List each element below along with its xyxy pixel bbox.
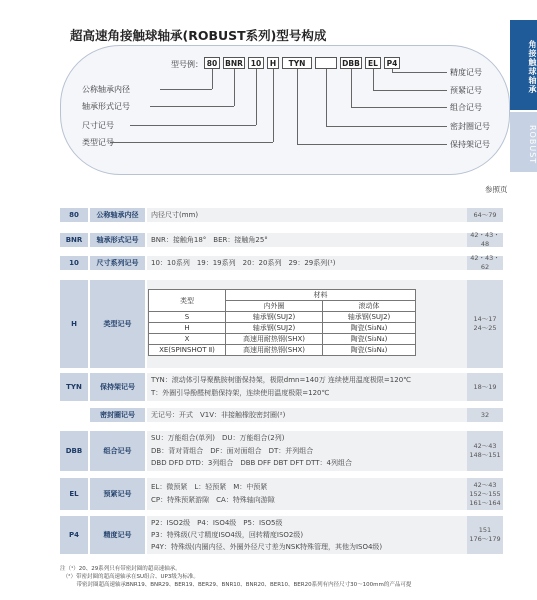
table-row (60, 516, 503, 554)
row-desc (147, 478, 467, 510)
row-code: EL (60, 478, 88, 510)
leader-line (326, 69, 327, 126)
ref-line: 64～79 (473, 210, 497, 219)
row-name: 预紧记号 (90, 478, 145, 510)
ref-line: 151 (478, 526, 492, 534)
row-name: 轴承形式记号 (90, 233, 145, 247)
reference-page-header: 参照页 (485, 185, 508, 194)
material-cell: H (149, 323, 226, 334)
material-cell: 轴承钢(SUJ2) (226, 323, 323, 334)
leader-line (234, 69, 235, 106)
row-desc (147, 233, 467, 247)
desc-line: 10：10系列 19：19系列 20：20系列 29：29系列(¹) (151, 259, 336, 267)
code-box-el: EL (365, 57, 381, 69)
row-desc (147, 208, 467, 222)
row-name: 精度记号 (90, 516, 145, 554)
code-box-bnr: BNR (223, 57, 245, 69)
material-header-type: 类型 (149, 290, 226, 312)
label-type-code: 类型记号 (82, 138, 114, 147)
row-ref[interactable] (467, 373, 503, 401)
ref-line: 152～155 (469, 489, 501, 498)
row-code: 80 (60, 208, 88, 222)
row-desc (147, 516, 467, 554)
row-code: H (60, 280, 88, 368)
material-cell: 轴承钢(SUJ2) (323, 312, 416, 323)
desc-line: CP：特殊预紧游隙 CA：特殊轴向游隙 (151, 495, 275, 504)
footnote: 注（¹）20、29系列只有带密封圈的超高速轴承。 (60, 566, 181, 572)
table-row (60, 208, 503, 222)
table-row (60, 256, 503, 270)
leader-line (160, 89, 212, 90)
material-subheader-rings: 内外圈 (226, 301, 323, 312)
row-desc (147, 431, 467, 471)
material-header-material: 材料 (226, 290, 416, 301)
desc-line: EL：微预紧 L：轻预紧 M：中预紧 (151, 483, 268, 491)
row-ref[interactable] (467, 256, 503, 270)
ref-line: 32 (480, 410, 490, 419)
code-box-dbb: DBB (340, 57, 362, 69)
desc-line: DBD DFD DTD：3列组合 DBB DFF DBT DFT DTT：4列组合 (151, 459, 352, 467)
leader-line (351, 69, 352, 107)
row-name: 尺寸系列记号 (90, 256, 145, 270)
leader-line (273, 69, 274, 142)
ref-line: 176～179 (469, 535, 501, 543)
row-name: 密封圈记号 (90, 408, 145, 422)
desc-line: P4Y：特殊级(内圈内径、外圈外径尺寸差为NSK特殊管理，其他为ISO4级) (151, 543, 383, 551)
leader-line (373, 69, 374, 90)
leader-line (150, 106, 234, 107)
desc-line: P2：ISO2级 P4：ISO4级 P5：ISO5级 (151, 519, 283, 527)
ref-line: 42・43・48 (470, 231, 500, 248)
table-row (60, 408, 503, 422)
ref-line: 161～164 (469, 498, 501, 507)
leader-line (297, 144, 447, 145)
material-cell: X (149, 334, 226, 345)
ref-line: 14～17 (473, 315, 497, 323)
leader-line (373, 90, 447, 91)
row-name: 组合记号 (90, 431, 145, 471)
code-box-p4: P4 (384, 57, 400, 69)
desc-line: T：外圈引导酚醛树脂保持架，连续使用温度极限=120℃ (151, 389, 330, 397)
table-row (60, 233, 503, 247)
row-ref[interactable] (467, 431, 503, 471)
row-ref[interactable] (467, 516, 503, 554)
desc-line: P3：特殊级(尺寸精度ISO4级，回转精度ISO2级) (151, 531, 304, 539)
label-preload: 预紧记号 (450, 86, 482, 95)
row-name: 公称轴承内径 (90, 208, 145, 222)
ref-line: 42～43 (473, 442, 497, 450)
material-cell: S (149, 312, 226, 323)
row-code: TYN (60, 373, 88, 401)
ref-line: 42～43 (473, 480, 497, 489)
footnotes (60, 565, 411, 589)
leader-line (351, 107, 447, 108)
desc-line: 无记号：开式 V1V：非接触橡胶密封圈(²) (151, 411, 286, 419)
row-code: BNR (60, 233, 88, 247)
model-example-label: 型号例： (171, 60, 203, 69)
label-bearing-type: 轴承形式记号 (82, 102, 130, 111)
row-ref[interactable] (467, 478, 503, 510)
section-tab-angular-contact[interactable]: 角接触球轴承 (510, 20, 537, 110)
leader-line (110, 142, 273, 143)
leader-line (130, 125, 256, 126)
material-table (148, 289, 416, 356)
leader-line (212, 69, 213, 89)
ref-line: 18～19 (473, 382, 497, 391)
material-cell: 高速用耐热钢(SHX) (226, 345, 323, 356)
label-cage: 保持架记号 (450, 140, 490, 149)
page-title: 超高速角接触球轴承(ROBUST系列)型号构成 (70, 28, 327, 43)
label-precision: 精度记号 (450, 68, 482, 77)
material-cell: 陶瓷(Si₃N₄) (323, 345, 416, 356)
row-code: DBB (60, 431, 88, 471)
footnote: 带密封圈超高速轴承BNR19、BNR29、BER19、BER29、BNR10、BNR20、BER10、BER20系列有内径尺寸30～100mm的产品可提 (60, 582, 412, 588)
row-ref[interactable] (467, 208, 503, 222)
material-subheader-rolling: 滚动体 (323, 301, 416, 312)
row-code: 10 (60, 256, 88, 270)
row-name: 类型记号 (90, 280, 145, 368)
material-cell: 高速用耐热钢(SHX) (226, 334, 323, 345)
leader-line (297, 69, 298, 144)
row-desc (147, 256, 467, 270)
row-ref[interactable] (467, 408, 503, 422)
desc-line: TYN：滚动体引导聚酰胺树脂保持架，极限dmn=140万 连续使用温度极限=120℃ (151, 376, 412, 384)
desc-line: DB：背对背组合 DF：面对面组合 DT：并列组合 (151, 446, 314, 455)
label-seal: 密封圈记号 (450, 122, 490, 131)
row-name: 保持架记号 (90, 373, 145, 401)
material-cell: 轴承钢(SUJ2) (226, 312, 323, 323)
row-ref[interactable] (467, 233, 503, 247)
row-ref[interactable] (467, 280, 503, 368)
code-box-tyn: TYN (282, 57, 312, 69)
code-box-h: H (267, 57, 279, 69)
label-dimension-code: 尺寸记号 (82, 121, 114, 130)
table-row (60, 431, 503, 471)
label-nominal-bore: 公称轴承内径 (82, 85, 130, 94)
leader-line (326, 126, 447, 127)
table-row (60, 478, 503, 510)
desc-line: BNR：接触角18° BER：接触角25° (151, 236, 268, 244)
table-row (60, 373, 503, 401)
section-tab-robust[interactable]: ROBUST (510, 112, 537, 172)
code-box-10: 10 (248, 57, 264, 69)
row-desc (147, 373, 467, 401)
ref-line: 42・43・62 (470, 254, 500, 271)
material-cell: 陶瓷(Si₃N₄) (323, 334, 416, 345)
code-box-80: 80 (204, 57, 220, 69)
row-code: P4 (60, 516, 88, 554)
leader-line (256, 69, 257, 125)
desc-line: 内径尺寸(mm) (151, 211, 199, 219)
code-box-seal-empty (315, 57, 337, 69)
footnote: （²）带密封圈的超高速轴承在SU组合、UP3级为标准。 (60, 574, 199, 580)
leader-line (392, 72, 447, 73)
label-combination: 组合记号 (450, 103, 482, 112)
material-cell: XE(SPINSHOT Ⅱ) (149, 345, 226, 356)
row-desc (147, 408, 467, 422)
ref-line: 148～151 (469, 451, 501, 459)
material-cell: 陶瓷(Si₃N₄) (323, 323, 416, 334)
ref-line: 24～25 (473, 324, 497, 332)
row-code (60, 408, 88, 422)
desc-line: SU：万能组合(单列) DU：万能组合(2列) (151, 434, 285, 442)
